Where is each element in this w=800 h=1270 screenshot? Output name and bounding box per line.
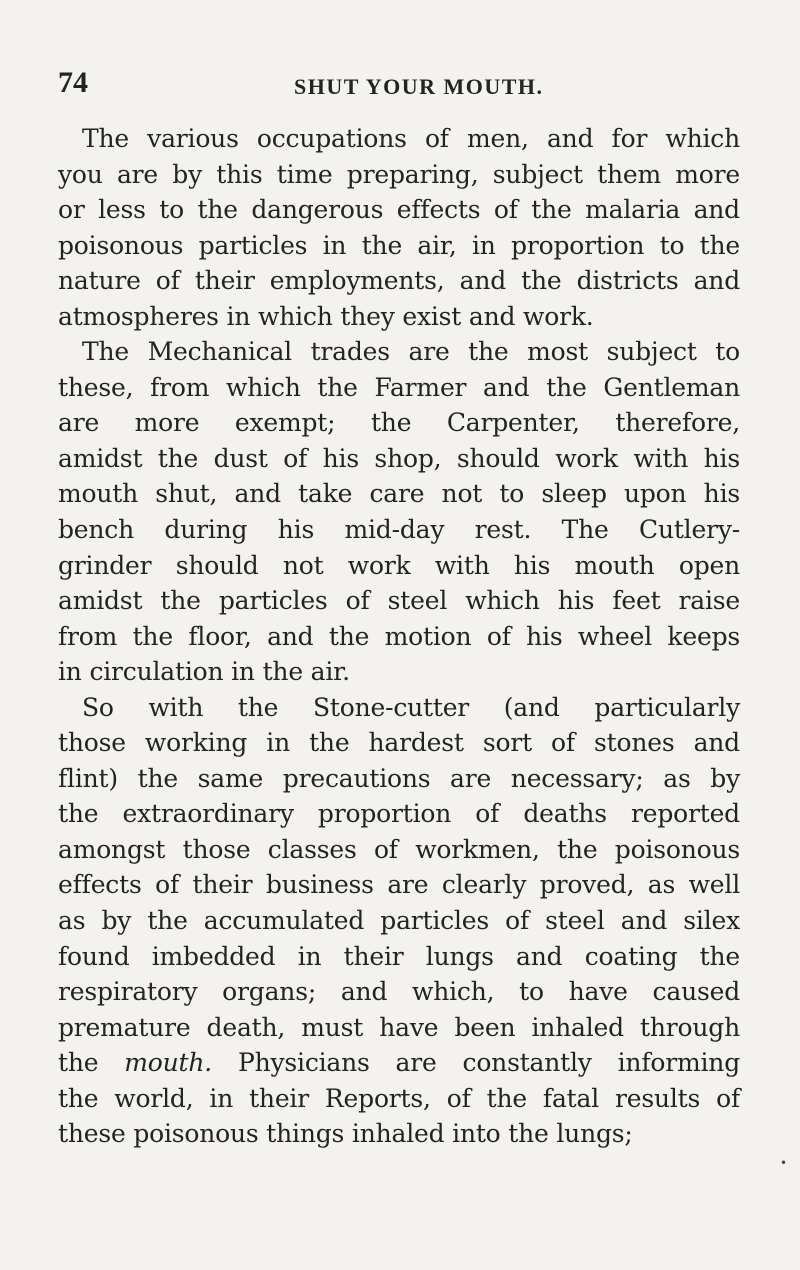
text-line: the extraordinary proportion of deaths reported bbox=[58, 799, 740, 829]
text-line: in circulation in the air. bbox=[58, 657, 350, 687]
running-head bbox=[58, 66, 718, 106]
text-line: amidst the particles of steel which his feet raise bbox=[58, 586, 740, 616]
text-line: as by the accumulated particles of steel and silex bbox=[58, 906, 740, 936]
text-line: flint) the same precautions are necessary; as by bbox=[58, 763, 740, 793]
text-line: found imbedded in their lungs and coating the bbox=[58, 941, 740, 971]
body-text bbox=[58, 121, 740, 1152]
text-line: these, from which the Farmer and the Gentleman bbox=[58, 372, 740, 402]
page-number: 74 bbox=[58, 66, 88, 99]
text-line: from the floor, and the motion of his wheel keeps bbox=[58, 621, 740, 651]
text-line: So with the Stone-cutter (and particularly bbox=[82, 692, 740, 722]
text-line: The Mechanical trades are the most subject to bbox=[82, 337, 740, 367]
text-line: poisonous particles in the air, in proportion to the bbox=[58, 230, 740, 260]
text-line: respiratory organs; and which, to have caused bbox=[58, 977, 740, 1007]
text-line-emphasis bbox=[58, 1045, 740, 1081]
margin-speck-icon: • bbox=[780, 1156, 788, 1170]
text-line: those working in the hardest sort of stones and bbox=[58, 728, 740, 758]
text-line: amidst the dust of his shop, should work with his bbox=[58, 443, 740, 473]
text-line: atmospheres in which they exist and work. bbox=[58, 301, 594, 331]
text-line: The various occupations of men, and for which bbox=[82, 124, 740, 153]
text-line: bench during his mid-day rest. The Cutlery- bbox=[58, 515, 740, 545]
text-line: grinder should not work with his mouth open bbox=[58, 550, 740, 580]
text-line: you are by this time preparing, subject them more bbox=[58, 159, 740, 189]
text-line: mouth shut, and take care not to sleep upon his bbox=[58, 479, 740, 509]
line-post-text: Physicians are constantly informing bbox=[212, 1048, 740, 1078]
italic-word: mouth. bbox=[124, 1048, 213, 1078]
line-pre-text: the bbox=[58, 1048, 125, 1078]
text-line: are more exempt; the Carpenter, therefore, bbox=[58, 408, 740, 438]
text-line: effects of their business are clearly proved, as well bbox=[58, 870, 740, 900]
text-line: premature death, must have been inhaled through bbox=[58, 1012, 740, 1042]
text-line: amongst those classes of workmen, the poisonous bbox=[58, 834, 740, 864]
text-line: nature of their employments, and the districts and bbox=[58, 266, 740, 296]
text-line: or less to the dangerous effects of the malaria and bbox=[58, 195, 740, 225]
running-title: SHUT YOUR MOUTH. bbox=[294, 74, 544, 99]
text-line: the world, in their Reports, of the fatal results of bbox=[58, 1083, 740, 1113]
text-line: these poisonous things inhaled into the lungs; bbox=[58, 1119, 633, 1149]
